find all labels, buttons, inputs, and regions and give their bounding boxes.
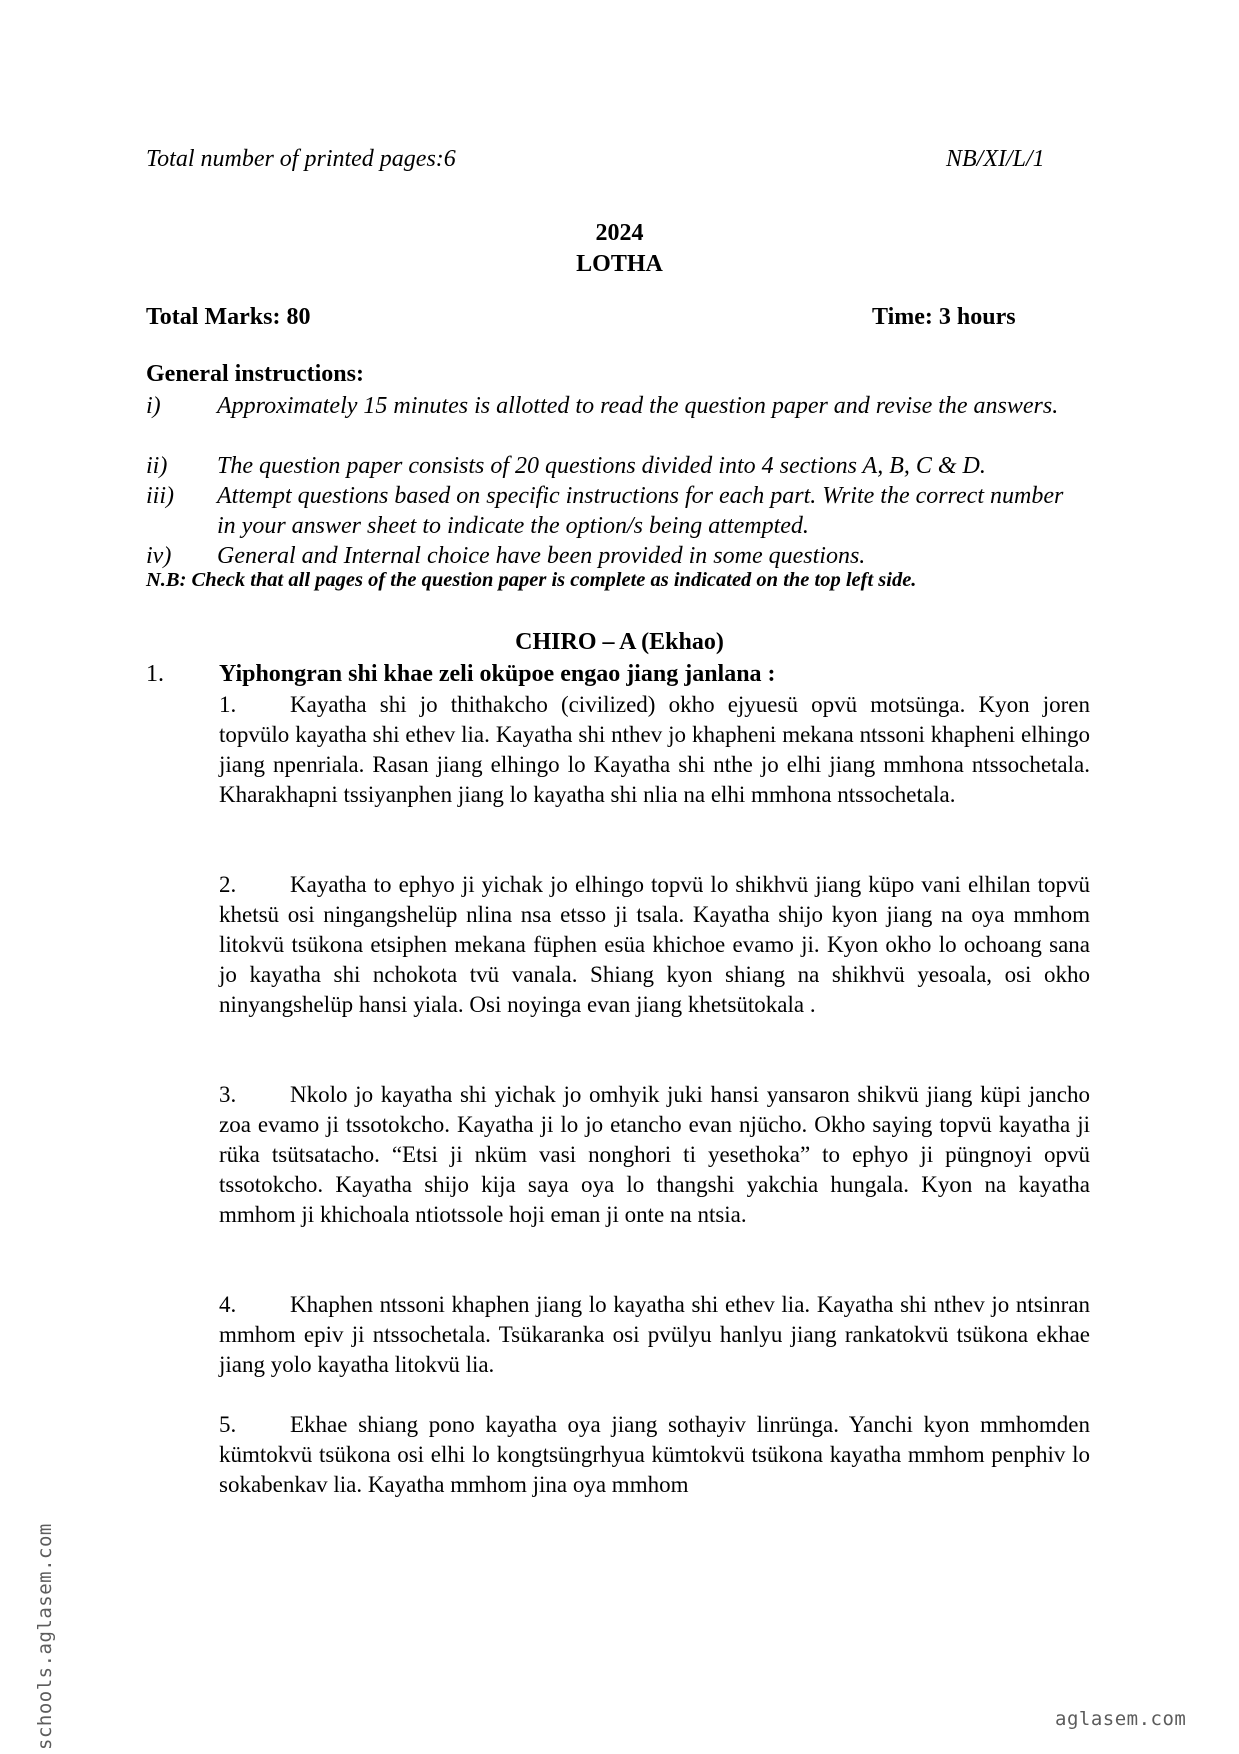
instruction-item	[146, 481, 1066, 541]
paragraph-number: 5.	[219, 1412, 237, 1437]
passage-paragraph	[219, 1290, 1090, 1380]
instruction-text: The question paper consists of 20 questions divided into 4 sections A, B, C & D.	[217, 453, 986, 479]
section-title: CHIRO – A (Ekhao)	[515, 629, 724, 655]
watermark-right: aglasem.com	[1055, 1708, 1187, 1730]
instruction-number: iv)	[146, 543, 172, 569]
paragraph-number: 4.	[219, 1292, 237, 1317]
instruction-item	[146, 541, 1066, 571]
passage-paragraph	[219, 870, 1090, 1020]
instruction-text: Attempt questions based on specific instructions for each part. Write the correct number in your answer sheet to indicate the option/s being attempted.	[217, 483, 1064, 539]
paragraph-text: Nkolo jo kayatha shi yichak jo omhyik juki hansi yansaron shikvü jiang küpi jancho zoa evamo ji tssotokcho. Kayatha ji lo jo etancho evan njücho. Okho saying topvü kayatha ji rüka tsütsatacho. “Etsi ji nküm vasi nonghori ti yesethoka” to ephyo ji püngnoyi opvü tssotokcho. Kayatha shijo kija saya oya lo thangshi yakchia hungala. Kyon na kayatha mmhom ji khichoala ntiotssole hoji eman ji onte na ntsia.	[219, 1082, 1090, 1227]
paragraph-text: Kayatha shi jo thithakcho (civilized) okho ejyuesü opvü motsünga. Kyon joren topvülo kayatha shi ethev lia. Kayatha shi nthev jo khapheni mekana ntssoni khapheni elhingo jiang npenriala. Rasan jiang elhingo lo Kayatha shi nthe jo elhi jiang mmhona ntssochetala. Kharakhapni tssiyanphen jiang lo kayatha shi nlia na elhi mmhona ntssochetala.	[219, 692, 1090, 807]
printed-pages-note: Total number of printed pages:6	[146, 146, 456, 172]
instruction-item	[146, 451, 1066, 481]
instruction-number: i)	[146, 393, 161, 419]
paragraph-text: Khaphen ntssoni khaphen jiang lo kayatha shi ethev lia. Kayatha shi nthev jo ntsinran mmhom epiv ji ntssochetala. Tsükaranka osi pvülyu hanlyu jiang rankatokvü tsükona ekhae jiang yolo kayatha litokvü lia.	[219, 1292, 1090, 1377]
instruction-item	[146, 391, 1066, 421]
paragraph-text: Ekhae shiang pono kayatha oya jiang sothayiv linrünga. Yanchi kyon mmhomden kümtokvü tsükona osi elhi lo kongtsüngrhyua kümtokvü tsükona kayatha mmhom penphiv lo sokabenkav lia. Kayatha mmhom jina oya mmhom	[219, 1412, 1090, 1497]
instruction-number: iii)	[146, 483, 174, 509]
passage-paragraph	[219, 1080, 1090, 1230]
passage-paragraph	[219, 1410, 1090, 1500]
question-number: 1.	[146, 661, 164, 687]
paragraph-number: 3.	[219, 1082, 237, 1107]
paper-code: NB/XI/L/1	[946, 146, 1045, 172]
paragraph-text: Kayatha to ephyo ji yichak jo elhingo topvü lo shikhvü jiang küpo vani elhilan topvü khetsü osi ningangshelüp nlina nsa etsso ji tsala. Kayatha shijo kyon jiang na oya mmhom litokvü tsükona etsiphen mekana füphen esüa khichoe evamo ji. Kyon okho lo ochoang sana jo kayatha shi nchokota tvü vanala. Shiang kyon shiang na shikhvü yesoala, osi okho ninyangshelüp hansi yiala. Osi noyinga evan jiang khetsütokala .	[219, 872, 1090, 1017]
watermark-left: schools.aglasem.com	[34, 1523, 56, 1750]
total-marks: Total Marks: 80	[146, 304, 311, 330]
instruction-text: General and Internal choice have been provided in some questions.	[217, 543, 866, 569]
paragraph-number: 2.	[219, 872, 237, 897]
exam-year: 2024	[595, 220, 644, 246]
passage-paragraph	[219, 690, 1090, 810]
instruction-text: Approximately 15 minutes is allotted to read the question paper and revise the answers.	[217, 393, 1059, 419]
instruction-number: ii)	[146, 453, 168, 479]
exam-subject: LOTHA	[576, 251, 663, 277]
paragraph-number: 1.	[219, 692, 237, 717]
question-text: Yiphongran shi khae zeli oküpoe engao jiang janlana :	[219, 661, 776, 687]
exam-time: Time: 3 hours	[872, 304, 1016, 330]
nb-note: N.B: Check that all pages of the question paper is complete as indicated on the top left side.	[146, 569, 917, 591]
instructions-title: General instructions:	[146, 361, 364, 387]
